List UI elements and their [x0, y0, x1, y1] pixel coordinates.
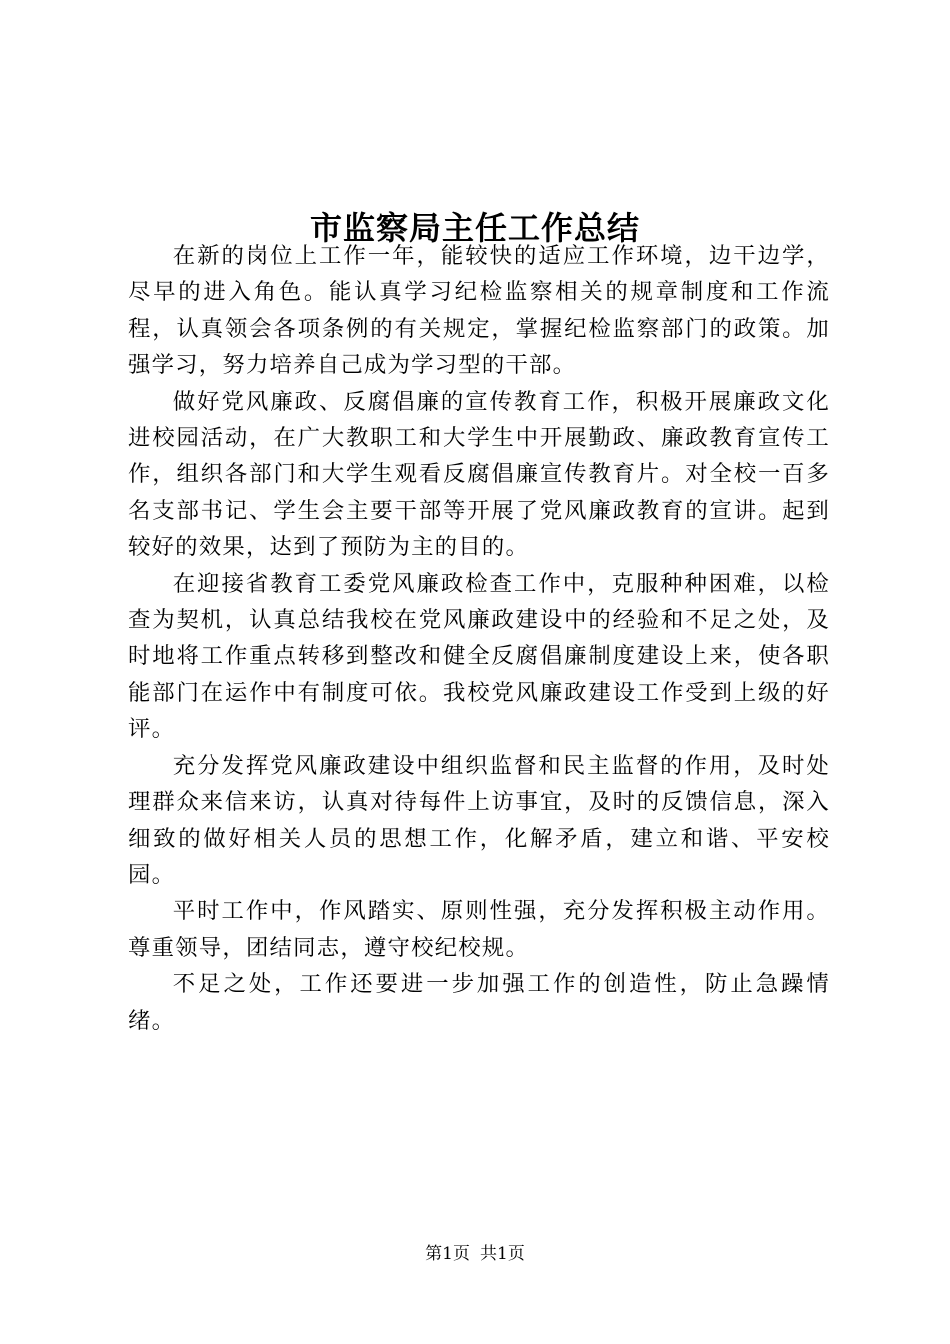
paragraph-6: 不足之处，工作还要进一步加强工作的创造性，防止急躁情绪。 — [128, 971, 830, 1034]
paragraph-4: 充分发挥党风廉政建设中组织监督和民主监督的作用，及时处理群众来信来访，认真对待每件上访事宜，及时的反馈信息，深入细致的做好相关人员的思想工作，化解矛盾，建立和谐、平安校园。 — [128, 752, 830, 888]
page-footer — [0, 1242, 950, 1266]
paragraph-3: 在迎接省教育工委党风廉政检查工作中，克服种种困难，以检查为契机，认真总结我校在党风廉政建设中的经验和不足之处，及时地将工作重点转移到整改和健全反腐倡廉制度建设上来，使各职能部门在运作中有制度可依。我校党风廉政建设工作受到上级的好评。 — [128, 570, 830, 743]
page-title: 市监察局主任工作总结 — [309, 209, 640, 248]
page-number-total: 共1页 — [480, 1244, 525, 1264]
paragraph-5: 平时工作中，作风踏实、原则性强，充分发挥积极主动作用。尊重领导，团结同志，遵守校纪校规。 — [128, 898, 830, 961]
paragraph-2: 做好党风廉政、反腐倡廉的宣传教育工作，积极开展廉政文化进校园活动，在广大教职工和大学生中开展勤政、廉政教育宣传工作，组织各部门和大学生观看反腐倡廉宣传教育片。对全校一百多名支部书记、学生会主要干部等开展了党风廉政教育的宣讲。起到较好的效果，达到了预防为主的目的。 — [128, 388, 830, 561]
paragraph-1: 在新的岗位上工作一年，能较快的适应工作环境，边干边学，尽早的进入角色。能认真学习纪检监察相关的规章制度和工作流程，认真领会各项条例的有关规定，掌握纪检监察部门的政策。加强学习，努力培养自己成为学习型的干部。 — [128, 243, 830, 379]
page-number-current: 第1页 — [425, 1244, 470, 1264]
document-body — [128, 238, 830, 1039]
